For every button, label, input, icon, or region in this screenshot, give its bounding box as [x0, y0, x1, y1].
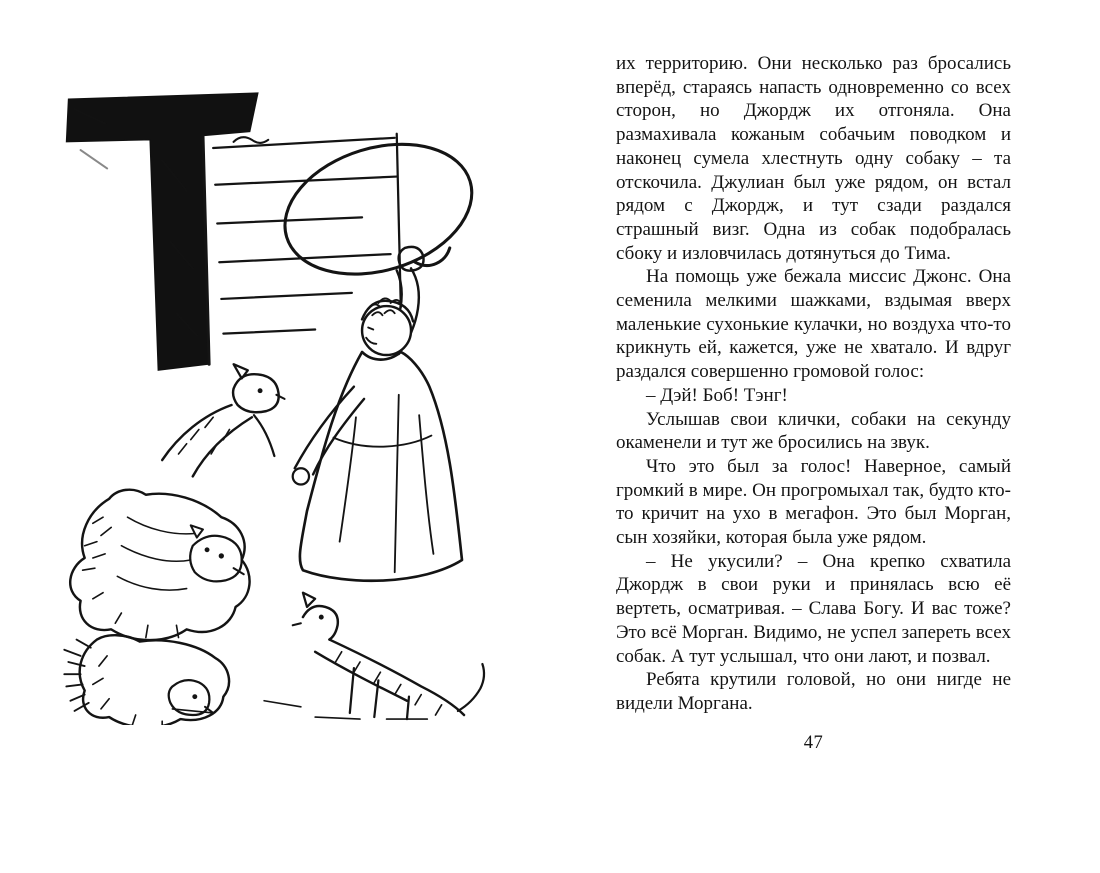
paragraph-dialogue: – Дэй! Боб! Тэнг!: [646, 384, 788, 406]
paragraph: их территорию. Они несколько раз бросались вперёд, стараясь напасть одновременно со всех сторон, но Джордж их отгоняла. Она размахивала кожаным собачьим поводком и наконец сумела хлестнуть одну собаку – та отскочила. Джулиан был уже рядом, он встал рядом с Джордж, и тут сзади раздался страшный визг. Одна из собак подобралась сбоку и изловчилась дотянуться до Тима.: [616, 53, 1011, 264]
book-illustration: [50, 85, 565, 725]
paragraph: Услышав свои клички, собаки на секунду окаменели и тут же бросились на звук.: [616, 408, 1011, 454]
page-number: 47: [803, 732, 824, 753]
paragraph-dialogue: – Не укусили? – Она крепко схватила Джордж в свои руки и принялась всю её вертеть, осматривая. – Слава Богу. И вас тоже? Это всё Морган. Видимо, не успел запереть всех собак. А тут услышал, что они лают, и позвал.: [616, 550, 1011, 667]
paragraph: На помощь уже бежала миссис Джонс. Она семенила мелкими шажками, вздымая вверх маленькие сухонькие кулачки, но воздуха что-то крикнуть ей, кажется, уже не хватало. И вдруг раздался совершенно громовой голос:: [616, 266, 1011, 383]
woman-swinging-leash-at-dogs-drawing: [50, 85, 565, 725]
paragraph: Что это был за голос! Наверное, самый громкий в мире. Он прогромыхал так, будто кто-то кричит на ухо в мегафон. Это был Морган, сын хозяйки, которая была уже рядом.: [616, 455, 1012, 549]
text-column: [616, 52, 1011, 754]
paragraph: Ребята крутили головой, но они нигде не видели Моргана.: [616, 669, 1011, 714]
